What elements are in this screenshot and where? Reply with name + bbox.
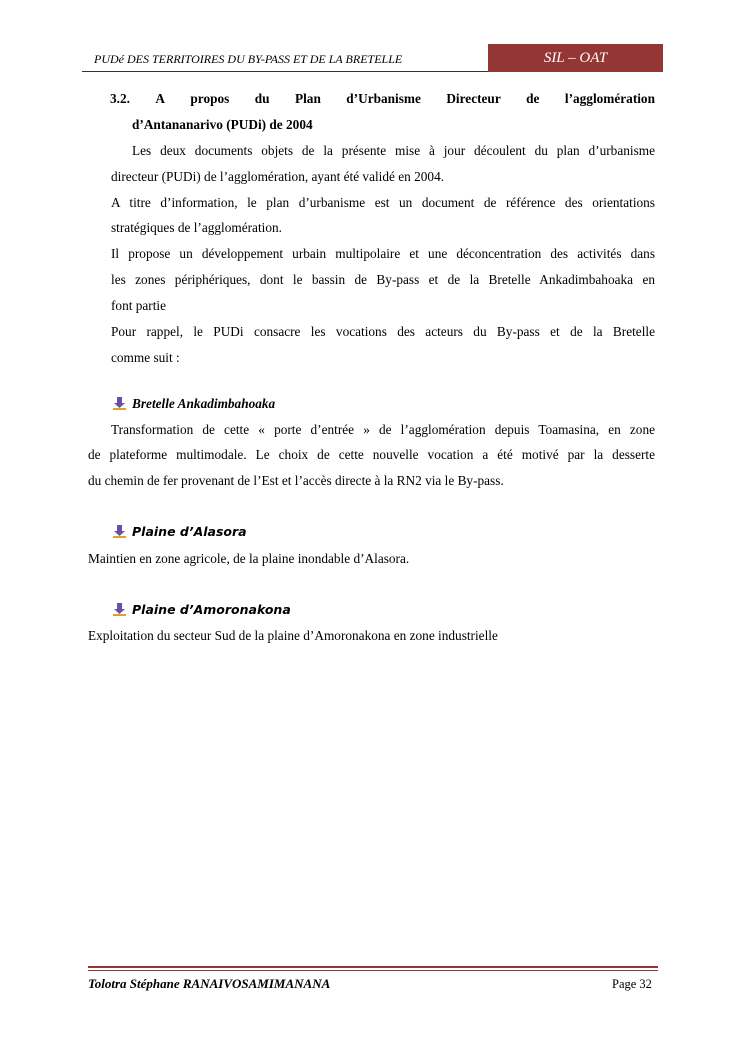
page-number: Page 32 — [612, 977, 652, 991]
paragraph-line: font partie — [111, 298, 167, 313]
zone-text-line: de plateforme multimodale. Le choix de cette nouvelle vocation a été motivé par la desserte — [88, 447, 655, 462]
bullet-arrow-icon — [113, 603, 126, 616]
footer-rule — [88, 966, 658, 968]
paragraph-line: Les deux documents objets de la présente mise à jour découlent du plan d’urbanisme — [132, 143, 655, 158]
heading-word: de — [526, 91, 540, 106]
footer-rule — [88, 970, 658, 971]
zone-text-line: du chemin de fer provenant de l’Est et l’accès directe à la RN2 via le By-pass. — [88, 473, 504, 488]
section-heading-line2: d’Antananarivo (PUDi) de 2004 — [132, 117, 313, 132]
bullet-arrow-icon — [113, 397, 126, 410]
paragraph-line: comme suit : — [111, 350, 180, 365]
bullet-arrow-icon — [113, 525, 126, 538]
zone-title: Plaine d’Alasora — [132, 524, 247, 539]
paragraph-line: Il propose un développement urbain multipolaire et une déconcentration des activités dans — [111, 246, 655, 261]
paragraph-line: Pour rappel, le PUDi consacre les vocations des acteurs du By-pass et de la Bretelle — [111, 324, 655, 339]
paragraph-line: directeur (PUDi) de l’agglomération, ayant été validé en 2004. — [111, 169, 445, 184]
zone-text-line: Exploitation du secteur Sud de la plaine d’Amoronakona en zone industrielle — [88, 628, 498, 643]
zone-text-line: Maintien en zone agricole, de la plaine inondable d’Alasora. — [88, 551, 410, 566]
heading-word: Directeur — [446, 91, 501, 106]
heading-word: du — [254, 91, 270, 106]
heading-word: Plan — [294, 91, 321, 106]
footer-author: Tolotra Stéphane RANAIVOSAMIMANANA — [88, 976, 331, 991]
header-rule — [82, 71, 488, 72]
paragraph-line: A titre d’information, le plan d’urbanisme est un document de référence des orientations — [111, 195, 655, 210]
header-badge: SIL – OAT — [488, 44, 663, 72]
heading-number: 3.2. — [110, 91, 130, 106]
heading-word: d’Urbanisme — [346, 91, 421, 106]
zone-text-line: Transformation de cette « porte d’entrée » de l’agglomération depuis Toamasina, en zone — [111, 422, 655, 437]
header-title: PUDé DES TERRITOIRES DU BY-PASS ET DE LA BRETELLE — [94, 52, 403, 66]
paragraph-line: les zones périphériques, dont le bassin de By-pass et de la Bretelle Ankadimbahoaka en — [111, 272, 655, 287]
paragraph-line: stratégiques de l’agglomération. — [111, 220, 282, 235]
section-heading-line1 — [110, 91, 655, 107]
heading-word: propos — [190, 91, 230, 106]
zone-title: Bretelle Ankadimbahoaka — [132, 396, 276, 411]
heading-word: A — [155, 91, 165, 106]
heading-word: l’agglomération — [564, 91, 655, 106]
zone-title: Plaine d’Amoronakona — [132, 602, 291, 617]
